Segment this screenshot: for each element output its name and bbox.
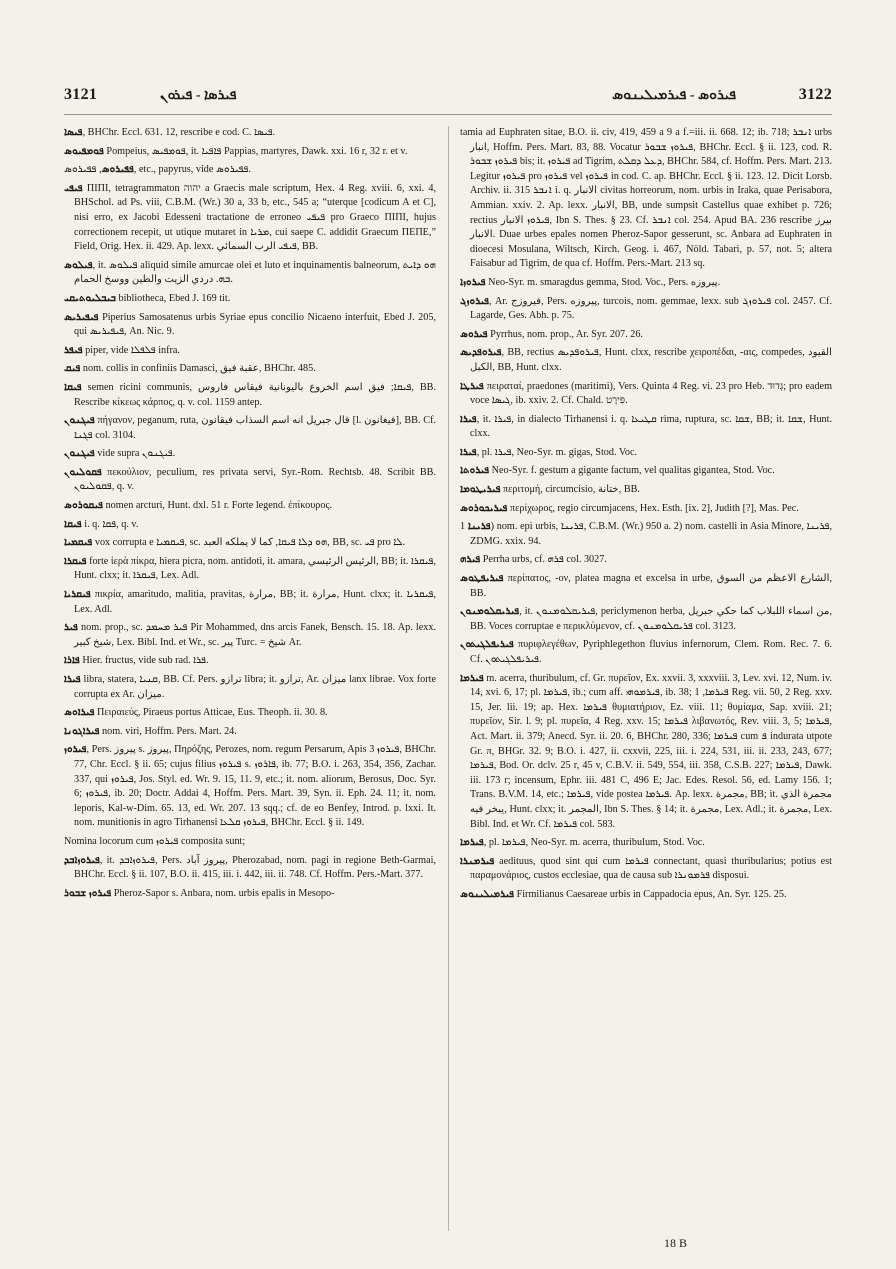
right-page-number: 3122 [798,86,832,103]
entry-body: , BB, rectius ܦܝܪܘܦܕܝܣ, Hunt. clxx, rescribe χειροπέδαι, -αις, compedes, القيود الكبل, BB, Hunt. clxx. [470,347,832,373]
dictionary-entry [460,413,832,442]
entry-headword: ܦܝܪܘܣ [460,328,488,340]
dictionary-entry [460,888,832,903]
entry-body: Nomina locorum cum ܦܝܪܘܙ composita sunt; [64,835,246,847]
entry-headword: ܦܝܪܘܦܕܝܣ [460,347,502,359]
entry-headword: ܦܝܪܘܙܐܒܕ [64,854,100,866]
entry-body: Hier. fructus, vide sub rad. ܦܪܐ. [79,655,209,667]
entry-headword: ܦܝܪܝܩܠܘܡܢܘܢ [460,606,520,618]
dictionary-entry [64,362,436,377]
entry-body: , it. ܦܝܠܘܣ aliquid simile amurcae olei et luto et inquinamentis balneorum, ܗܘ ܕܐܝܬ ܒܗ. دردي الزيت والطين ووسخ الحمام. [74,259,436,286]
signature-mark: 18 B [664,1236,688,1250]
dictionary-entry [460,605,832,634]
dictionary-entry [64,588,436,617]
entry-body: , Pers. پيروز s. پيروز, Πηρόζης, Perozes, nom. regum Persarum, Apis ܦܝܪܘܙ 3, BHChr. 77, Chr. Eccl. § ii. 65; cujus filius ܦܝܪܘܙ s. ܦܐܪܘܙ, ib. 77; B.O. i. 263, 354, 356, Zachar. 337, qui ܦܝܪܘܙ, Jos. Styl. ed. Wr. 9. 15, 11. 9, etc.; it. nom. aliorum, Berosus, Doc. Syr. 6; ܦܝܪܘܙ, ib. 20; Doctr. Addai 4, Hoffm. Pers. Mart. 39, Syn. ii. Eph. 24. 11; it. nom. leporis, Kal-w-Dim. 65. 13, ed. Wr. 207. 13 sqq.; cf. de eo Benfey, Introd. p. lxxi. It. nom. munitionis in agro Tirhanensi ܦܝܪܘܙ ܩܠܥܐ, BHChr. Eccl. § ii. 149. [74,744,436,829]
dictionary-entry [64,725,436,740]
entry-body: Firmilianus Caesareae urbis in Cappadocia epus, An. Syr. 125. 25. [514,888,787,900]
entry-headword: ܦܝܩܡܝܐ [64,537,93,549]
entry-headword: ܦܝܪ [64,622,78,634]
entry-body: Neo-Syr. f. gestum a gigante factum, vel qualitas gigantea, Stod. Voc. [489,465,775,477]
entry-body: Pompeius, ܦܘܡܦܝܣ, it. ܦܐܦܝܐ Pappias, martyres, Dawk. xxi. 16 r, 32 r. et v. [103,145,408,157]
header-rule [64,114,832,115]
entry-body: Piperius Samosatenus urbis Syriae epus concilio Nicaeno interfuit, Ebed J. 205, qui ܦܝܦܝܪܝܣ, An. Nic. 9. [74,311,436,338]
entry-headword: ܦܝܦܝܪܝܣ [64,311,99,323]
dictionary-entry [460,464,832,479]
page-header [64,86,832,108]
entry-body: πειραταί, praedones (maritimi), Vers. Quinta 4 Reg. vi. 23 pro Heb. גְּדוּד; pro eadem voce ܓܝܣܐ, ib. xxiv. 2. Cf. Chald. פִּירָט. [470,380,832,407]
entry-headword: ܦܝܩܪܐ [64,555,87,567]
entry-headword: ܦܝܩ [64,363,81,375]
entry-headword: ܦܝܪܐ [64,674,81,685]
entry-body: πεκούλιον, peculium, res privata servi, Syr.-Rom. Rechtsb. 48. Scribit BB. ܦܩܘܠܝܘܢ, q. v. [74,466,436,493]
dictionary-entry [64,706,436,721]
entry-body: bibliotheca, Ebed J. 169 tit. [115,292,231,304]
entry-body: nom. prop., sc. ܦܝܪ ܡܚܡܕ Pir Mohammed, dns arcis Fanek, Bensch. 15. 18. Ap. lexx. شيخ كبير, Lex. Bibl. Ind. et Wr., sc. پير Turc. = شيخ Ar. [74,622,436,648]
dictionary-entry [64,414,436,443]
entry-headword: ܦܘܡܦܝܘܣ [64,145,104,157]
dictionary-entry [64,466,436,495]
dictionary-entry [64,381,436,410]
dictionary-entry [64,835,436,850]
left-page-number: 3121 [64,86,98,103]
dictionary-entry [460,638,832,667]
entry-headword: ܦܩܘܠܝܘܢ [64,466,102,478]
dictionary-entry [64,518,436,533]
entry-headword: ܦܝܩܘܪܘܣ [64,500,104,512]
entry-headword: ܦܝܪܡܝܠܝܢܘܣ [460,888,515,900]
dictionary-entry [64,654,436,669]
entry-body: , Ar. فيروزج, Pers. پيروزه, turcois, nom. gemmae, lexx. sub ܦܝܪܘܙܓ col. 2457. Cf. Lagarde, Ges. Abh. p. 75. [470,295,832,322]
entry-headword: ܦܝܪܘܙܐ [460,276,486,288]
dictionary-entry [64,311,436,340]
entry-headword: ܦܦܝܪܘܣ [101,164,134,176]
entry-headword: ܦܝܦܝ [64,182,83,194]
entry-body: , it. ܦܝܪܝܩܠܘܡܢܘܢ, periclymenon herba, من اسماء اللبلاب كما حكي جبريل, BB. Voces corruptae e περικλύμενον, cf. ܦܪܝܩܠܘܡܢܘܢ col. 3123. [470,606,832,632]
entry-body: , pl. ܦܝܪܐ, Neo-Syr. m. gigas, Stod. Voc. [476,446,638,458]
entry-headword: ܦܝܪܝܟܘܪܘܣ [460,502,508,514]
entry-headword: ܦܝܪܐܓܘܢܐ [64,725,100,737]
dictionary-entry [460,855,832,884]
entry-headword: ܦܝܪܝܛܘܡܐ [460,484,501,496]
entry-body: semen ricini communis, ܦܝܩܐ; فيق اسم الخروع باليونانية فيقاس فاروس, BB. Rescribe κίκεως κάρπος, q. v. col. 1159 antep. [74,381,436,408]
entry-body: aedituus, quod sint qui cum ܦܝܪܡܐ connectant, quasi thuribularius; potius est παραμονάριος, custos ecclesiae, qua de causa sub ܦܪܡܘܢܪܐ disposui. [470,855,832,882]
entry-headword: ܒܝܒܠܝܘܬܝܩܝ [64,292,116,304]
entry-headword: ܦܝܩܐ [64,381,82,393]
entry-body: forte ἱερὰ πίκρα, hiera picra, nom. antidoti, it. amara, الرئيس الرئيسي, BB; it. ܦܝܩܪܐ, Hunt. clxx; it. ܦܝܩܪܐ, Lex. Adl. [74,555,436,582]
entry-body: tamia ad Euphraten sitae, B.O. ii. civ, 419, 459 a 9 a f.=iii. ii. 668. 12; ib. 718; ܐܢܒܪ urbs انبار, Hoffm. Pers. Mart. 83, 88. Vocatur ܦܝܪܘܙ ܫܒܘܪ, BHChr. Eccl. § ii. 123, cod. R. ܦܝܪܘܙ ܫܒܘܪ bis; it. ܦܝܪܘܙ ad Tigrim, ܕܥܠ ܕܩܠܬ, BHChr. 584, cf. Hoffm. Pers. Mart. 213. Legitur ܦܝܪܘܙ pro ܦܝܪܘܙ vel ܦܝܪܘܙ in cod. C. ap. BHChr. Eccl. § ii. 123. 12. Dicit Lorsb. Archiv. ii. 315 ܐܢܒܪ i. q. الانبار civitas horreorum, nom. urbis in Iraka, quae Perisabora, Ammian. xxiv. 2. Ap. lexx. الانبار, BB, unde sumpsit Castellus quae exhibet p. 726; rectius ܦܝܪܘܙ الانبار, Ibn S. Thes. § 23. Cf. ܐܢܒܪ col. 254. Apud BA. 236 rescribe بيرز الانبار. Duae urbes epales nomen Pheroz-Sapor gesserunt, sc. Anbara ad Euphraten in dioecesi Mosulana, Wiltsch, Kirch. Geog. i. 467, Nöld. Tabari, p. 57, not. 5; altera Faisabur ad Tigrim, de qua cf. Hoffm. Pers.-Mart. 213 sq. [460,127,832,270]
entry-headword: ܦܝܪܘܙ ܫܒܘܪ [64,887,112,899]
entry-body: , BHChr. Eccl. 631. 12, rescribe e cod. C. ܦܝܣܐ. [82,127,276,138]
dictionary-entry [460,520,832,549]
entry-headword: ܦܝܪܝܦܠܓܝܬܘܢ [460,639,514,651]
entry-body: Perrha urbs, cf. ܦܪܗ col. 3027. [480,554,607,566]
entry-headword: ܦܝܣܐ [64,127,83,138]
entry-body: nomen arcturi, Hunt. dxl. 51 r. Forte legend. ἐπίκουρος. [103,500,333,512]
dictionary-entry [64,854,436,883]
dictionary-entry [64,126,436,141]
entry-body: Pyrrhus, nom. prop., Ar. Syr. 207. 26. [487,328,643,340]
dictionary-entry [64,621,436,650]
entry-headword: ܦܝܪܡܐ [460,672,484,684]
entry-body: nom. collis in confiniis Damasci, عقبة فيق, BHChr. 485. [80,363,316,375]
entry-headword: ܦܝܪܐ [460,446,477,458]
entry-headword: ܦܝܠܘܣ [64,259,93,271]
entry-body: , it. ܦܝܪܘܙܐܒܕ, Pers. پيروز آباد, Pherozabad, nom. pagi in regione Beth-Garmai, BHChr. Eccl. § ii. 107, B.O. ii. 415, iii. i. 442, iii. ii. 748. Cf. Hoffm. Pers.-Mart. 377. [74,854,436,881]
dictionary-entry [64,499,436,514]
entry-body: , pl. ܦܝܪܡܐ, Neo-Syr. m. acerra, thuribulum, Stod. Voc. [483,837,705,849]
entry-headword: ܦܝܪܛܐ [460,380,484,392]
entry-headword: ܦܝܓܢܘܢ [64,415,95,427]
entry-headword: ܦܝܪܘܙܓ [460,295,490,307]
dictionary-entry [460,276,832,291]
right-running-title: ܦܝܪܘܣ - ܦܝܪܡܝܠܝܢܘܣ [612,88,736,103]
left-running-title: ܦܝܪܣܐ - ܦܝܪܘܢ [160,88,237,103]
entry-body: πικρία, amaritudo, malitia, pravitas, مرارة, BB; it. مرارة, Hunt. clxx; it. ܦܝܩܪܝܐ, Lex. Adl. [74,589,436,615]
dictionary-entry [64,555,436,584]
entry-body: vox corrupta e ܦܝܩܡܝܐ, sc. ܗܘ ܕܠܐ ܦܝܩܐ, كما لا يملكه العبد, BB, sc. ܦܝ pro ܠܐ. [92,537,406,549]
dictionary-entry [64,182,436,255]
dictionary-entry [64,145,436,160]
entry-body: i. q. ܦܩܐ, q. v. [81,518,139,530]
dictionary-entry [64,344,436,359]
entry-body: nom. viri, Hoffm. Pers. Mart. 24. [99,725,237,737]
entry-body: περιτομή, circumcisio, ختانة, BB. [500,484,640,496]
entry-headword: ܦܪܝܢܐ [467,521,491,533]
dictionary-entry [460,446,832,461]
dictionary-entry [64,259,436,288]
entry-body: , ܦܦܝܪܘܣ, etc., papyrus, vide ܦܦܝܪܘܣ. [64,164,251,176]
entry-body: περίχωρος, regio circumjacens, Hex. Esth. [ix. 2], Judith [?], Mas. Pec. [507,502,799,514]
entry-headword: ܦܝܪܡܢܪܐ [460,855,495,867]
entry-body: Πειραιεύς, Piraeus portus Atticae, Eus. Theoph. ii. 30. 8. [94,707,328,719]
dictionary-entry [460,126,832,272]
dictionary-entry [460,836,832,851]
dictionary-entry [460,380,832,409]
entry-body: 1) nom. epi urbis, ܦܪܝܢܐ, C.B.M. (Wr.) 950 a. 2) nom. castelli in Asia Minore, ܦܪܝܢܐ, ZDMG. xxix. 94. [460,521,832,547]
entry-headword: ܦܝܩܪܝܐ [64,589,91,601]
dictionary-entry [64,887,436,902]
entry-headword: ܦܝܪܗ [460,554,481,566]
entry-body: περίπατος, -ον, platea magna et excelsa in urbe, الشارع الاعظم من السوق, BB. [470,573,832,599]
entry-headword: ܦܝܩܐ [64,518,82,530]
entry-body: , it. ܦܝܪܐ, in dialecto Tirhanensi i. q. ܩܛܝܥܐ rima, ruptura, sc. ܫܩܐ, BB; it. ܫܩܐ, Hunt. clxx. [470,413,832,440]
entry-headword: ܦܝܪܝܦܛܘܣ [460,573,504,585]
dictionary-entry [64,292,436,307]
entry-body: libra, statera, ܩܢܝܐ, BB. Cf. Pers. ترازو libra; it. ترازو, Ar. ميزان lanx librae. Vox forte corrupta ex Ar. ميزان. [74,674,436,700]
dictionary-entry [460,672,832,833]
entry-headword: ܦܐܪܐ [64,655,80,667]
dictionary-entry [460,502,832,517]
dictionary-entry [460,295,832,324]
entry-body: piper, vide ܦܠܦܠܐ infra. [82,344,180,356]
entry-headword: ܦܝܪܘܬܐ [460,465,490,477]
dictionary-entry [460,328,832,343]
dictionary-entry [64,673,436,702]
entry-body: vide supra ܦܝܓܢܘܢ. [94,448,176,460]
entry-body: πυριφλεγέθων, Pyriphlegethon fluvius infernorum, Clem. Rom. Rec. 7. 6. Cf. ܦܝܪܝܦܠܓܝܬܘܢ. [470,639,832,665]
entry-body: πήγανον, peganum, ruta, قال جبريل انه اسم السذاب فيقانون [l. فيغانون], BB. Cf. ܦܓܢܐ col. 3104. [74,415,436,441]
dictionary-entry [64,536,436,551]
entry-body: Neo-Syr. m. smaragdus gemma, Stod. Voc., Pers. پيروزه. [485,276,721,288]
entry-headword: ܦܝܪܐ [460,413,477,425]
entry-body: m. acerra, thuribulum, cf. Gr. πυρεῖον, Ex. xxvii. 3, xxxviii. 3, Lev. xvi. 12, Num. iv. 14, xvi. 6, 17; pl. ܦܝܪܡܐ, ib.; cum aff. ܦܝܪܡܘܗܝ, ib. 38; ܦܝܪܡܐ, 1 Reg. vii. 50, 2 Reg. xxv. 15, Jer. lii. 19; ap. Hex. ܦܝܪܡܐ θυμιατήριον, Ez. viii. 11; θυμίαμα, Sap. xviii. 21; πυρεῖον, Sir. l. 9; pl. πυρεῖα, 4 Reg. xxv. 15; ܦܝܪܡܐ λιβανωτός, Rev. viii. 3, 5; ܦܝܪܡܐ, Act. Mart. ii. 379; Anecd. Syr. ii. 20. 6, BHChr. 280, 336; ܦܝܪܡܐ cum ܦ indurata utpote Gr. π, BHGr. 32. 9; B.O. i. 427, ii. cxxvii, 225, iii. i. 224, 531, iii. ii. 233, 243, 677; ܦܝܪܡܐ, Bod. Or. dclv. 25 r, 45 v, C.B.V. ii. 549, 554, iii. 358, C.S.B. 227; ܦܝܪܡܐ, Dawk. iii. 173 r; incensum, Ephr. iii. 481 C, 496 E; Jac. Edes. Resol. 56, ed. Lamy 156. 1; Trans. B.V.M. 14, etc.; ܦܝܪܡܐ, vide postea ܦܝܪܡܐ. Ap. lexx. مجمرة, BB; it. مجمرة الذي يبخر فيه, Hunt. clxx; it. المجمر, Ibn S. Thes. § 14; it. مجمرة, Lex. Adl.; it. مجمرة, Lex. Bibl. Ind. et Wr. Cf. ܦܝܪܡܐ col. 583. [470,672,832,830]
entry-headword: ܦܝܦܪ [64,344,83,356]
entry-headword: ܦܝܪܘܙ [64,744,87,756]
dictionary-entry [460,483,832,498]
dictionary-entry [460,572,832,601]
dictionary-entry [64,743,436,831]
dictionary-entry [64,163,436,178]
entry-headword: ܦܝܓܢܘܢ [64,448,95,460]
right-column [460,126,832,1238]
column-divider [448,126,449,1231]
entry-headword: ܦܝܪܡܐ [460,837,484,849]
entry-headword: ܦܝܪܐܘܣ [64,707,95,719]
left-column [64,126,436,1238]
dictionary-entry [460,553,832,568]
dictionary-entry [64,447,436,462]
dictionary-entry [460,346,832,375]
entry-body: Pheroz-Sapor s. Anbara, nom. urbis epalis in Mesopo- [111,887,335,899]
entry-body: ΠΙΠΙ, tetragrammaton יהוה a Graecis male scriptum, Hex. 4 Reg. xviii. 6, xxi. 4, BHSchol. ad Ps. viii, C.B.M. (Wr.) 30 a, 33 b, etc., 545 a; “uterque [codicum A et C], nisi erro, ex Jacobi Edesseni tractatione de erroneo ܦܝܦܝ pro Graeco ΠΙΠΙ, hujus correctionem recepit, ut utique mutaret in ܡܪܝܐ, cui saepe C. addidit Graecum ΠΕΠΕ,” Field, Orig. Hex. ii. 429. Ap. lexx. ܦܝܦܝ الرب السمائي, BB. [74,182,436,253]
